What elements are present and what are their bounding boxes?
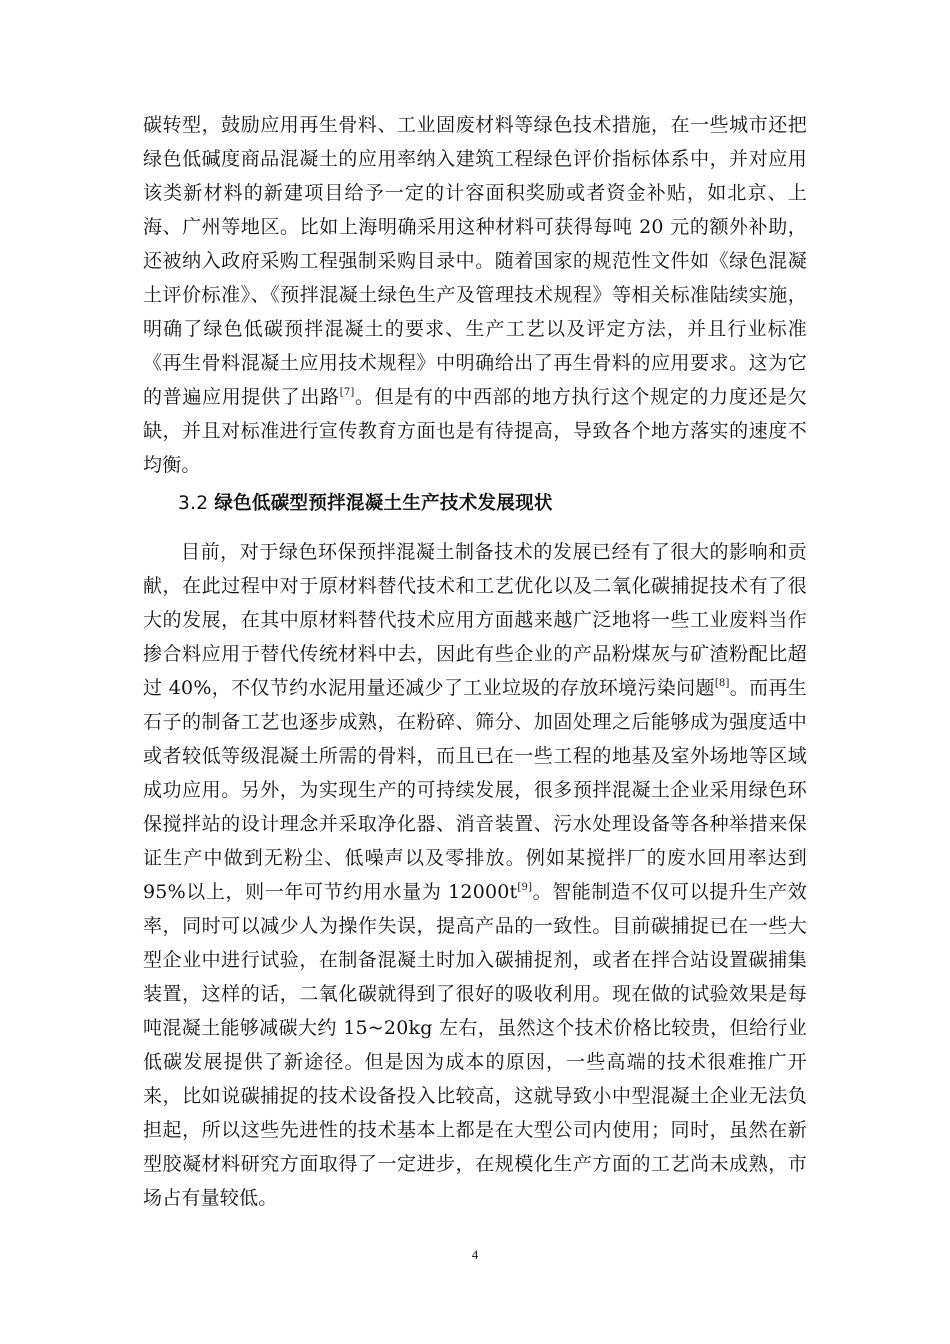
section-number: 3.2 xyxy=(178,493,209,514)
paragraph-1-text-a: 碳转型，鼓励应用再生骨料、工业固废材料等绿色技术措施，在一些城市还把绿色低碱度商品混凝土的应用率纳入建筑工程绿色评价指标体系中，并对应用该类新材料的新建项目给予一定的计容面积奖励或者资金补贴，如北京、上海、广州等地区。比如上海明确采用这种材料可获得每吨 20 元的额外补助，还被纳入政府采购工程强制采购目录中。随着国家的规范性文件如《绿色混凝土评价标准》、《预拌混凝土绿色生产及管理技术规程》等相关标准陆续实施，明确了绿色低碳预拌混凝土的要求、生产工艺以及评定方法，并且行业标准《再生骨料混凝土应用技术规程》中明确给出了再生骨料的应用要求。这为它的普遍应用提供了出路 xyxy=(143,114,807,408)
paragraph-2-text-c: 。智能制造不仅可以提升生产效率，同时可以减少人为操作失误，提高产品的一致性。目前碳捕捉已在一些大型企业中进行试验，在制备混凝土时加入碳捕捉剂，或者在拌合站设置碳捕集装置，这样的话，二氧化碳就得到了很好的吸收利用。现在做的试验效果是每吨混凝土能够减碳大约 15~20kg 左右，虽然这个技术价格比较贵，但给行业低碳发展提供了新途径。但是因为成本的原因，一些高端的技术很难推广开来，比如说碳捕捉的技术设备投入比较高，这就导致小中型混凝土企业无法负担起，所以这些先进性的技术基本上都是在大型公司内使用；同时，虽然在新型胶凝材料研究方面取得了一定进步，在规模化生产方面的工艺尚未成熟，市场占有量较低。 xyxy=(143,881,807,1209)
paragraph-2-text-b: 。而再生石子的制备工艺也逐步成熟，在粉碎、筛分、加固处理之后能够成为强度适中或者较低等级混凝土所需的骨料，而且已在一些工程的地基及室外场地等区域成功应用。另外，为实现生产的可持续发展，很多预拌混凝土企业采用绿色环保搅拌站的设计理念并采取净化器、消音装置、污水处理设备等各种举措来保证生产中做到无粉尘、低噪声以及零排放。例如某搅拌厂的废水回用率达到 95%以上，则一年可节约用水量为 12000t xyxy=(143,677,807,903)
citation-8: [8] xyxy=(714,678,730,689)
paragraph-2-text-a: 目前，对于绿色环保预拌混凝土制备技术的发展已经有了很大的影响和贡献，在此过程中对于原材料替代技术和工艺优化以及二氧化碳捕捉技术有了很大的发展，在其中原材料替代技术应用方面越来越广泛地将一些工业废料当作掺合料应用于替代传统材料中去，因此有些企业的产品粉煤灰与矿渣粉配比超过 40%，不仅节约水泥用量还减少了工业垃圾的存放环境污染问题 xyxy=(143,541,807,699)
body-paragraph-1 xyxy=(143,108,807,482)
section-title: 绿色低碳型预拌混凝土生产技术发展现状 xyxy=(214,493,553,514)
paragraph-1-text-b: 。但是有的中西部的地方执行这个规定的力度还是欠缺，并且对标准进行宣传教育方面也是有待提高，导致各个地方落实的速度不均衡。 xyxy=(143,386,807,476)
body-paragraph-2 xyxy=(143,535,807,1215)
section-heading xyxy=(178,487,553,521)
citation-9: [9] xyxy=(517,882,533,893)
citation-7: [7] xyxy=(339,387,355,398)
page-number: 4 xyxy=(471,1247,479,1262)
